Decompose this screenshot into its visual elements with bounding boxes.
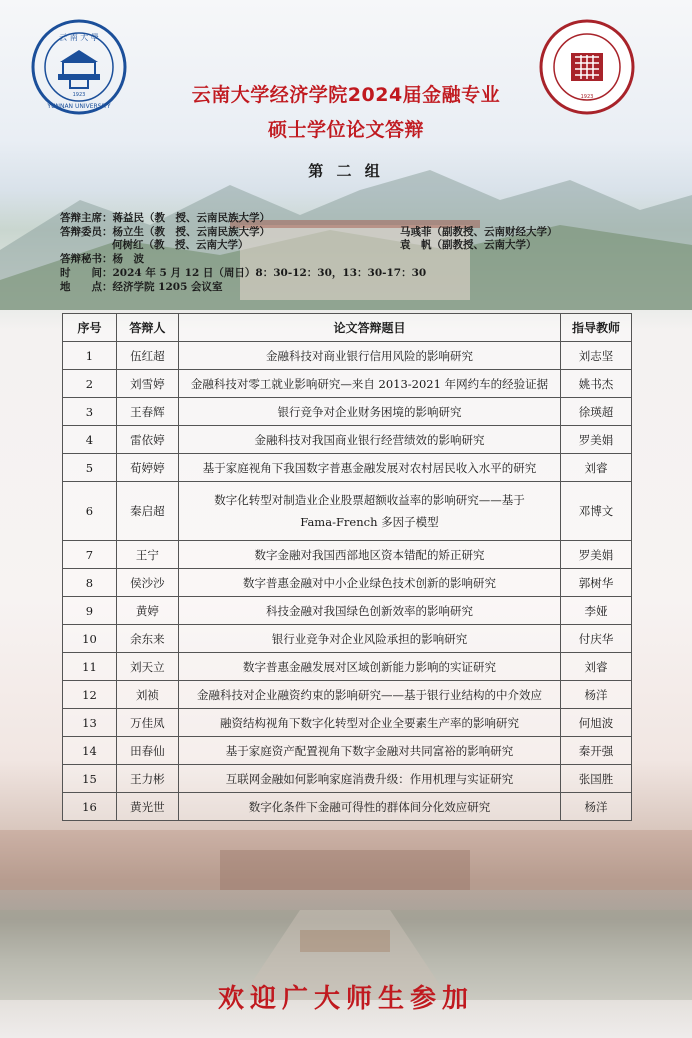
- table-row: [63, 482, 632, 541]
- student-name: 荀婷婷: [116, 454, 178, 482]
- thesis-title: 科技金融对我国绿色创新效率的影响研究: [178, 597, 560, 625]
- student-name: 刘祯: [116, 681, 178, 709]
- table-row: [63, 625, 632, 653]
- thesis-title: 数字金融对我国西部地区资本错配的矫正研究: [178, 541, 560, 569]
- student-name: 侯沙沙: [116, 569, 178, 597]
- row-number: 9: [63, 597, 117, 625]
- defense-member: 袁 帆（副教授、云南大学）: [400, 239, 537, 251]
- poster-subtitle: 硕士学位论文答辩: [267, 119, 424, 141]
- table-row: [63, 454, 632, 482]
- advisor-name: 郭树华: [561, 569, 632, 597]
- row-number: 13: [63, 709, 117, 737]
- row-number: 2: [63, 370, 117, 398]
- table-row: [63, 541, 632, 569]
- advisor-name: 徐瑛超: [561, 398, 632, 426]
- table-row: [63, 597, 632, 625]
- row-number: 7: [63, 541, 117, 569]
- poster-title: 云南大学经济学院2024届金融专业: [191, 84, 501, 106]
- table-header-row: [63, 314, 632, 342]
- svg-text:1923: 1923: [72, 92, 86, 98]
- thesis-title-line2: Fama-French 多因子模型: [300, 515, 439, 529]
- row-number: 15: [63, 765, 117, 793]
- table-row: [63, 737, 632, 765]
- table-row: [63, 653, 632, 681]
- thesis-title: 互联网金融如何影响家庭消费升级：作用机理与实证研究: [178, 765, 560, 793]
- thesis-title: 数字化条件下金融可得性的群体间分化效应研究: [178, 793, 560, 821]
- thesis-title-line1: 数字化转型对制造业企业股票超额收益率的影响研究——基于: [214, 493, 525, 507]
- table-row: [63, 709, 632, 737]
- advisor-name: 付庆华: [561, 625, 632, 653]
- advisor-name: 邓博文: [561, 482, 632, 541]
- thesis-title: 金融科技对零工就业影响研究—来自 2013-2021 年网约车的经验证据: [178, 370, 560, 398]
- header-number: 序号: [63, 314, 117, 342]
- svg-text:1923: 1923: [580, 94, 594, 100]
- student-name: 王宁: [116, 541, 178, 569]
- header-student: 答辩人: [116, 314, 178, 342]
- thesis-title: 基于家庭视角下我国数字普惠金融发展对农村居民收入水平的研究: [178, 454, 560, 482]
- advisor-name: 杨洋: [561, 793, 632, 821]
- table-row: [63, 370, 632, 398]
- row-number: 8: [63, 569, 117, 597]
- welcome-footer: 欢迎广大师生参加: [217, 984, 474, 1014]
- campus-background: [0, 800, 692, 1000]
- advisor-name: 李娅: [561, 597, 632, 625]
- row-number: 3: [63, 398, 117, 426]
- advisor-name: 罗美娟: [561, 426, 632, 454]
- thesis-title: 金融科技对我国商业银行经营绩效的影响研究: [178, 426, 560, 454]
- advisor-name: 姚书杰: [561, 370, 632, 398]
- thesis-title: 银行竞争对企业财务困境的影响研究: [178, 398, 560, 426]
- thesis-title: 数字普惠金融对中小企业绿色技术创新的影响研究: [178, 569, 560, 597]
- defense-member: 答辩委员：杨立生（教 授、云南民族大学）: [60, 226, 270, 238]
- thesis-title: 银行业竞争对企业风险承担的影响研究: [178, 625, 560, 653]
- advisor-name: 何旭波: [561, 709, 632, 737]
- student-name: 秦启超: [116, 482, 178, 541]
- row-number: 12: [63, 681, 117, 709]
- thesis-title: 金融科技对商业银行信用风险的影响研究: [178, 342, 560, 370]
- student-name: 黄婷: [116, 597, 178, 625]
- row-number: 6: [63, 482, 117, 541]
- thesis-title: 融资结构视角下数字化转型对企业全要素生产率的影响研究: [178, 709, 560, 737]
- header-title: 论文答辩题目: [178, 314, 560, 342]
- advisor-name: 刘睿: [561, 454, 632, 482]
- defense-member: 马彧菲（副教授、云南财经大学）: [400, 226, 558, 238]
- thesis-title: 基于家庭资产配置视角下数字金融对共同富裕的影响研究: [178, 737, 560, 765]
- student-name: 刘天立: [116, 653, 178, 681]
- table-row: [63, 765, 632, 793]
- advisor-name: 杨洋: [561, 681, 632, 709]
- thesis-schedule-table: [62, 313, 632, 821]
- row-number: 1: [63, 342, 117, 370]
- table-row: [63, 342, 632, 370]
- student-name: 王力彬: [116, 765, 178, 793]
- group-label: 第 二 组: [308, 162, 384, 180]
- student-name: 刘雪婷: [116, 370, 178, 398]
- thesis-title: [178, 482, 560, 541]
- advisor-name: 刘睿: [561, 653, 632, 681]
- table-row: [63, 793, 632, 821]
- table-row: [63, 426, 632, 454]
- svg-text:YUNNAN UNIVERSITY: YUNNAN UNIVERSITY: [47, 103, 111, 110]
- defense-location: 地 点：经济学院 1205 会议室: [60, 281, 223, 293]
- svg-text:云 南 大 學: 云 南 大 學: [59, 33, 99, 42]
- defense-member: 何树红（教 授、云南大学）: [112, 239, 249, 251]
- thesis-title: 金融科技对企业融资约束的影响研究——基于银行业结构的中介效应: [178, 681, 560, 709]
- advisor-name: 张国胜: [561, 765, 632, 793]
- row-number: 16: [63, 793, 117, 821]
- student-name: 伍红超: [116, 342, 178, 370]
- student-name: 雷依婷: [116, 426, 178, 454]
- row-number: 14: [63, 737, 117, 765]
- header-advisor: 指导教师: [561, 314, 632, 342]
- row-number: 10: [63, 625, 117, 653]
- defense-chair: 答辩主席：蒋益民（教 授、云南民族大学）: [60, 212, 270, 224]
- row-number: 4: [63, 426, 117, 454]
- defense-secretary: 答辩秘书：杨 波: [60, 253, 144, 265]
- advisor-name: 罗美娟: [561, 541, 632, 569]
- student-name: 万佳凤: [116, 709, 178, 737]
- thesis-title: 数字普惠金融发展对区域创新能力影响的实证研究: [178, 653, 560, 681]
- table-row: [63, 569, 632, 597]
- student-name: 王春辉: [116, 398, 178, 426]
- student-name: 黄光世: [116, 793, 178, 821]
- student-name: 余东来: [116, 625, 178, 653]
- table-row: [63, 681, 632, 709]
- table-row: [63, 398, 632, 426]
- advisor-name: 刘志坚: [561, 342, 632, 370]
- row-number: 11: [63, 653, 117, 681]
- row-number: 5: [63, 454, 117, 482]
- student-name: 田春仙: [116, 737, 178, 765]
- advisor-name: 秦开强: [561, 737, 632, 765]
- defense-time: 时 间：2024 年 5 月 12 日（周日）8：30-12：30，13：30-17：30: [60, 267, 427, 279]
